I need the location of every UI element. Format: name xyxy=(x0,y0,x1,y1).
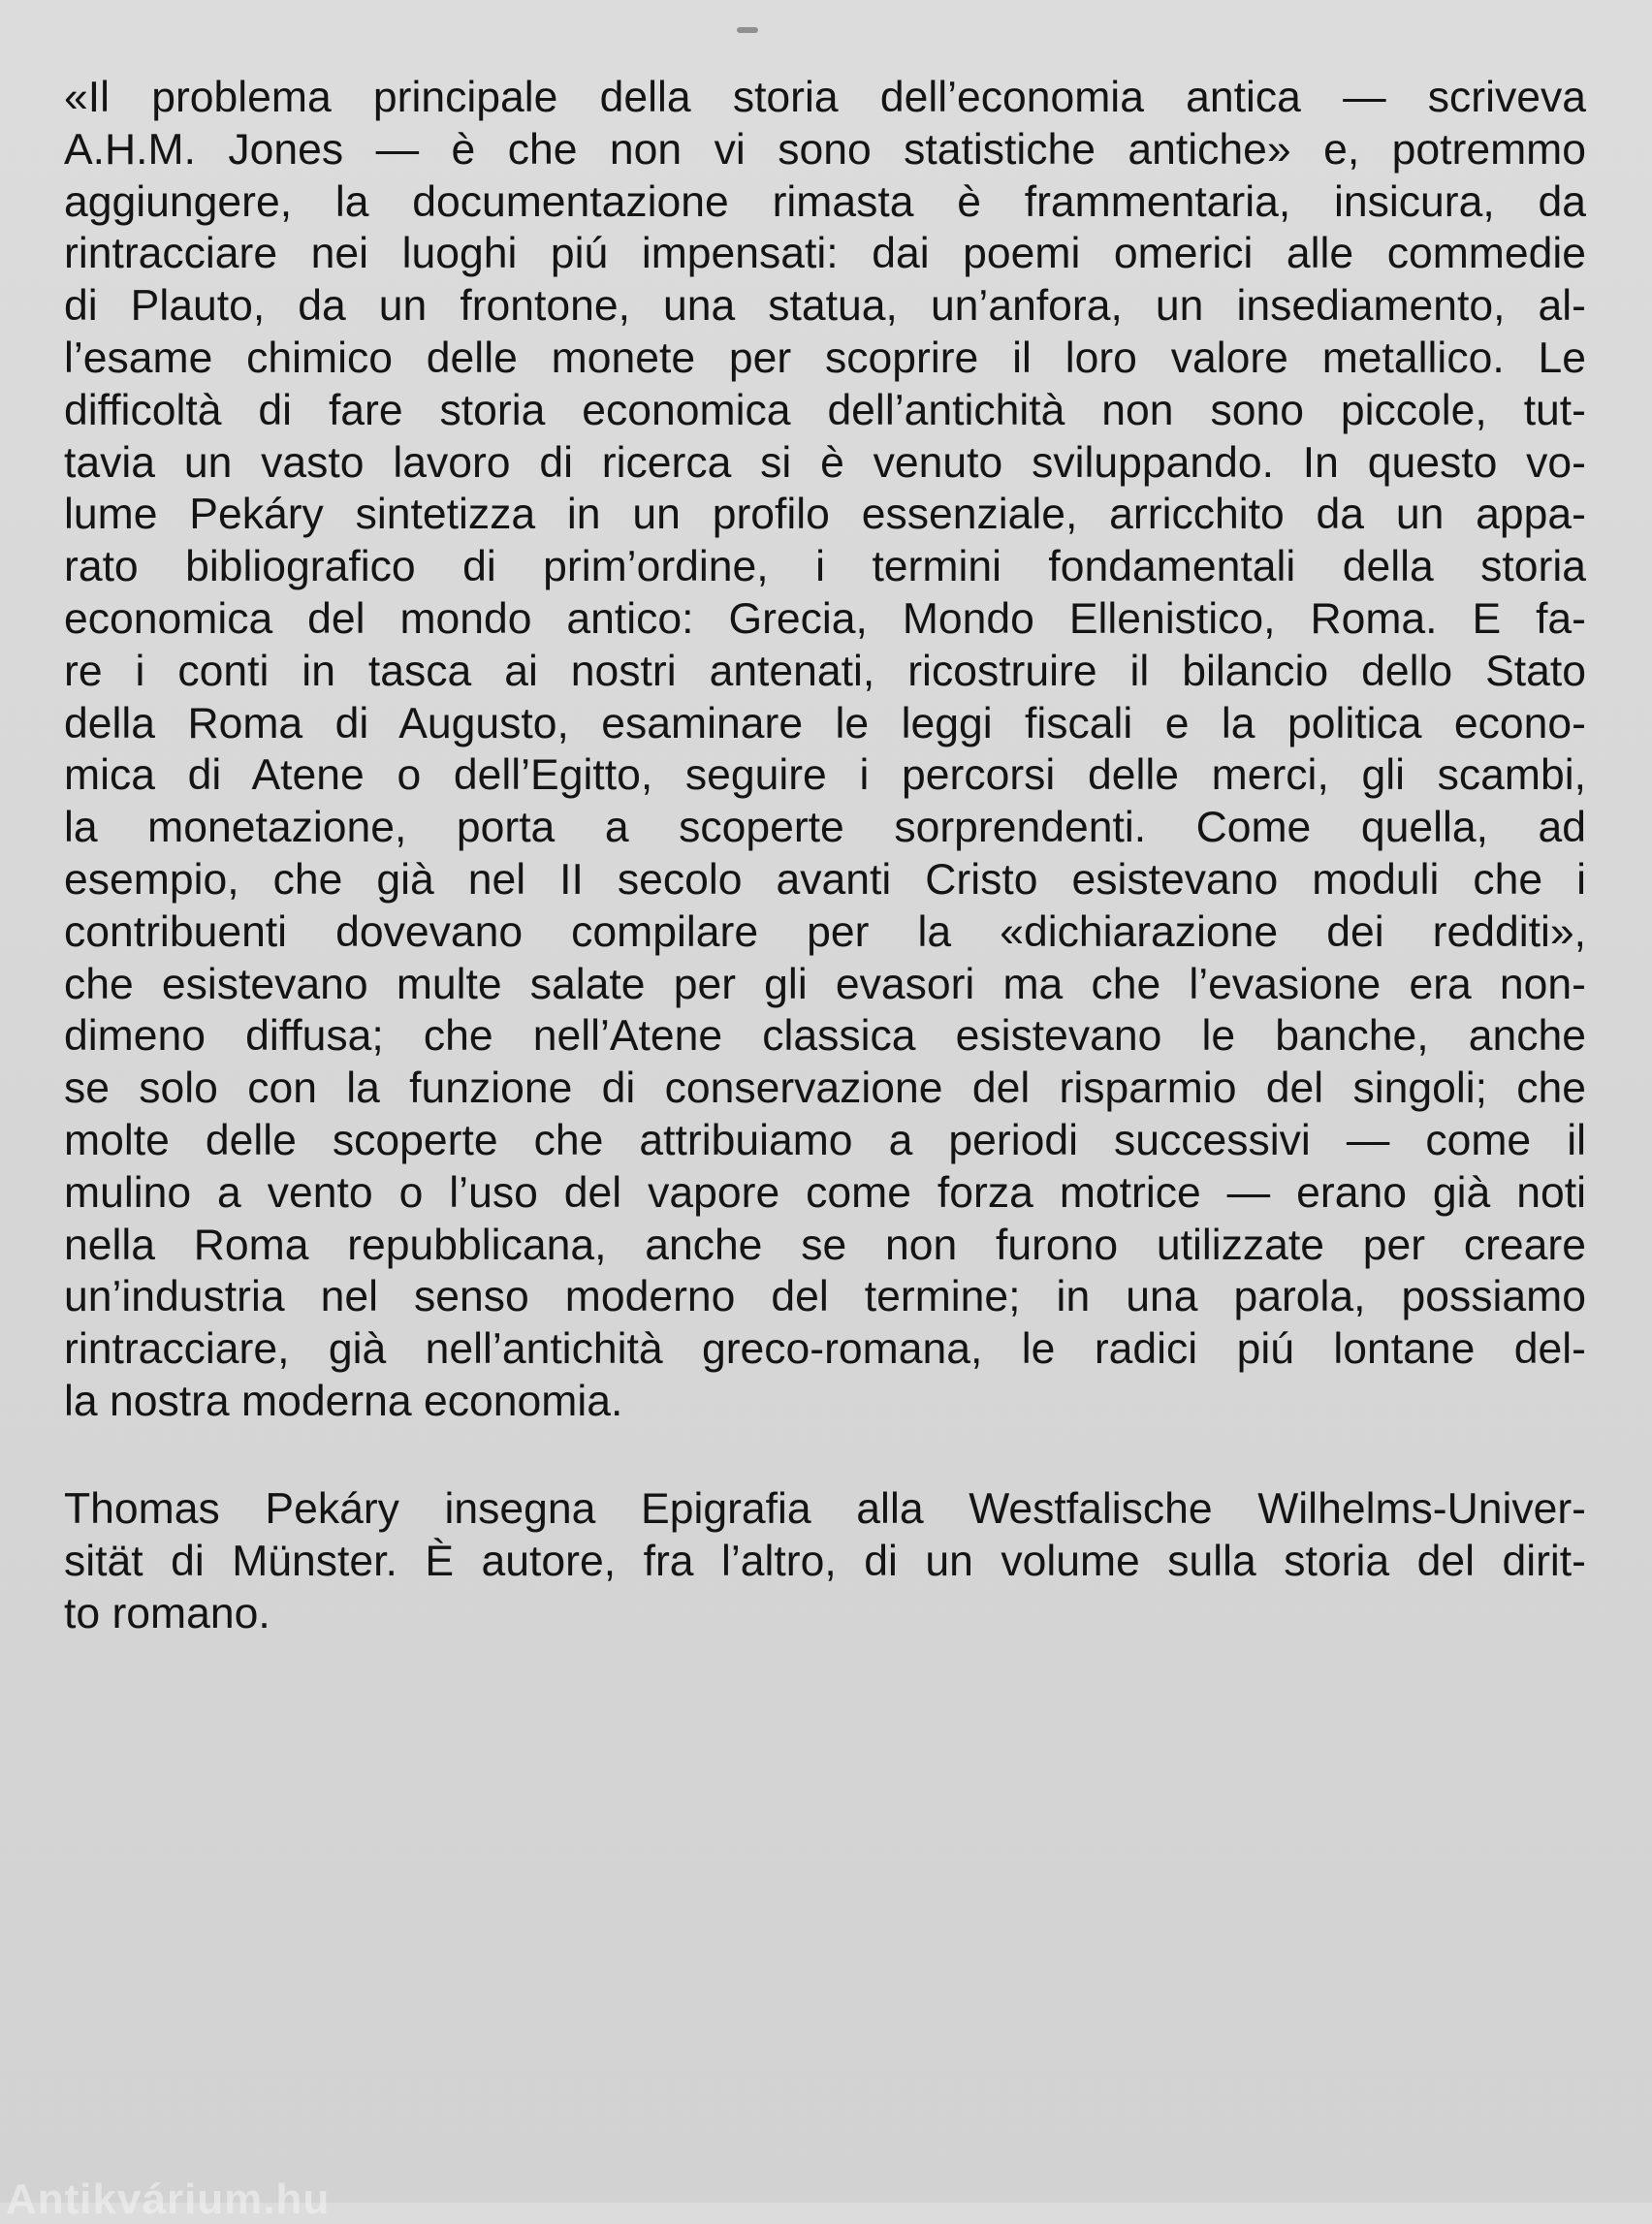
text-line: economica del mondo antico: Grecia, Mondo Ellenistico, Roma. E fa- xyxy=(64,594,1586,643)
text-line: re i conti in tasca ai nostri antenati, ricostruire il bilancio dello Stato xyxy=(64,647,1586,695)
text-line: della Roma di Augusto, esaminare le leggi fiscali e la politica econo- xyxy=(64,699,1586,747)
text-line: che esistevano multe salate per gli evasori ma che l’evasione era non- xyxy=(64,960,1586,1008)
text-line: un’industria nel senso moderno del termine; in una parola, possiamo xyxy=(64,1273,1586,1321)
text-line: mica di Atene o dell’Egitto, seguire i percorsi delle merci, gli scambi, xyxy=(64,751,1586,800)
text-line: la monetazione, porta a scoperte sorprendenti. Come quella, ad xyxy=(64,804,1586,852)
text-line: rintracciare nei luoghi piú impensati: dai poemi omerici alle commedie xyxy=(64,230,1586,278)
text-line: to romano. xyxy=(64,1589,270,1637)
text-line: A.H.M. Jones — è che non vi sono statistiche antiche» e, potremmo xyxy=(64,125,1586,174)
text-line: esempio, che già nel II secolo avanti Cristo esistevano moduli che i xyxy=(64,855,1586,904)
text-line: sität di Münster. È autore, fra l’altro, di un volume sulla storia del dirit- xyxy=(64,1537,1586,1585)
author-bio-paragraph xyxy=(64,1483,1586,1639)
text-line: Thomas Pekáry insegna Epigrafia alla Westfalische Wilhelms-Univer- xyxy=(64,1485,1586,1533)
text-line: aggiungere, la documentazione rimasta è frammentaria, insicura, da xyxy=(64,177,1586,226)
text-line: nella Roma repubblicana, anche se non furono utilizzate per creare xyxy=(64,1221,1586,1269)
text-line: la nostra moderna economia. xyxy=(64,1377,623,1425)
text-line: lume Pekáry sintetizza in un profilo essenziale, arricchito da un appa- xyxy=(64,491,1586,539)
text-line: se solo con la funzione di conservazione del risparmio del singoli; che xyxy=(64,1064,1586,1113)
text-line: dimeno diffusa; che nell’Atene classica esistevano le banche, anche xyxy=(64,1012,1586,1061)
ink-smudge xyxy=(737,27,758,33)
text-line: di Plauto, da un frontone, una statua, un’anfora, un insediamento, al- xyxy=(64,282,1586,331)
text-line: tavia un vasto lavoro di ricerca si è venuto sviluppando. In questo vo- xyxy=(64,438,1586,487)
watermark: Antikvárium.hu xyxy=(6,2176,331,2223)
text-line: rato bibliografico di prim’ordine, i termini fondamentali della storia xyxy=(64,543,1586,591)
text-line: difficoltà di fare storia economica dell’antichità non sono piccole, tut- xyxy=(64,386,1586,434)
text-line: «Il problema principale della storia dell’economia antica — scriveva xyxy=(64,74,1586,121)
text-line: contribuenti dovevano compilare per la «dichiarazione dei redditi», xyxy=(64,907,1586,956)
blurb-paragraph xyxy=(64,72,1586,1428)
text-line: rintracciare, già nell’antichità greco-romana, le radici piú lontane del- xyxy=(64,1325,1586,1374)
text-line: molte delle scoperte che attribuiamo a periodi successivi — come il xyxy=(64,1116,1586,1164)
text-line: l’esame chimico delle monete per scoprire il loro valore metallico. Le xyxy=(64,334,1586,382)
text-line: mulino a vento o l’uso del vapore come forza motrice — erano già noti xyxy=(64,1168,1586,1217)
